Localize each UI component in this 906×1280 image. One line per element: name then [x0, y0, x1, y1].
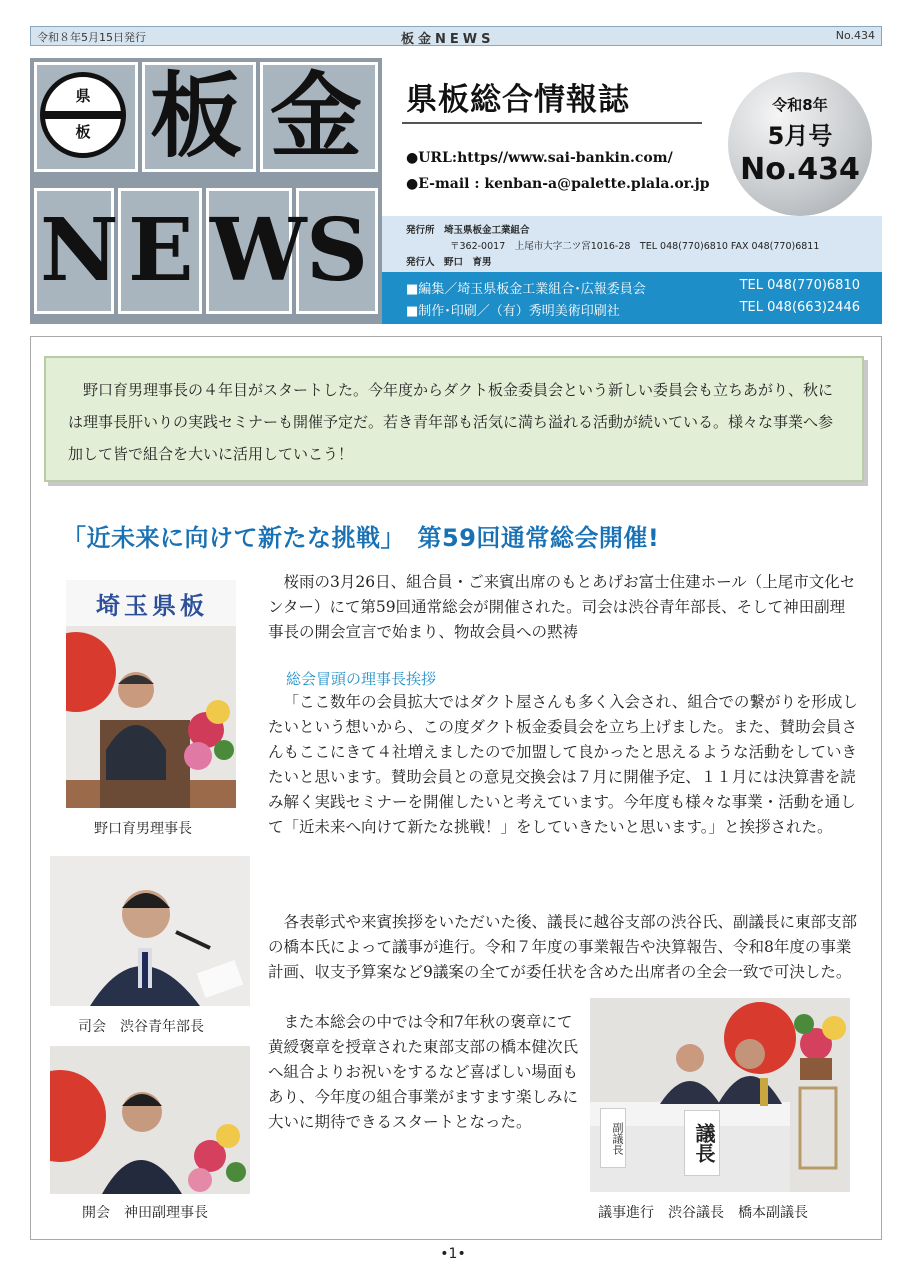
title-letter-e: E [128, 200, 194, 301]
article-para-4 [268, 1010, 578, 1135]
proceedings-photo-image [590, 998, 850, 1192]
top-strip [30, 26, 882, 46]
title-letter-s: S [306, 200, 369, 301]
title-letter-n: N [40, 200, 119, 301]
logo-panel [30, 58, 382, 324]
masthead [30, 58, 882, 324]
intro-box [44, 356, 864, 482]
vice-chair-card: 副議長 [600, 1108, 626, 1168]
subtitle-rule [402, 122, 702, 124]
caption-vice-chairman: 開会 神田副理事長 [82, 1205, 208, 1221]
badge-era: 令和8年 [772, 96, 828, 114]
badge-month: 5月号 [767, 122, 833, 150]
publisher-person: 発行人 野口 育男 [406, 257, 492, 268]
strip-issue-number: No.434 [835, 29, 875, 42]
article-para-2 [268, 690, 860, 840]
photo-vice-chairman [50, 1046, 250, 1194]
strip-title: 板金NEWS [401, 32, 495, 47]
credits-block [382, 272, 882, 324]
article-subheading: 総会冒頭の理事長挨拶 [286, 670, 437, 688]
emblem-top-char: 県 [75, 87, 91, 105]
issue-date: 令和８年5月15日発行 [37, 31, 146, 44]
credit-edit: ■編集／埼玉県板金工業組合･広報委員会 [406, 282, 646, 297]
credit-edit-tel: TEL 048(770)6810 [739, 278, 860, 293]
photo-emcee [50, 856, 250, 1006]
photo-chairman [66, 580, 236, 808]
title-kanji-2: 金 [270, 62, 363, 170]
article-headline: 「近未来に向けて新たな挑戦」 第59回通常総会開催! [62, 524, 660, 552]
caption-emcee: 司会 渋谷青年部長 [78, 1019, 204, 1035]
website-url[interactable]: ●URL:https//www.sai-bankin.com/ [406, 150, 673, 166]
publisher-address: 〒362-0017 上尾市大字二ツ宮1016-28 TEL 048(770)6810 FAX 048(770)6811 [450, 241, 820, 252]
credit-print-tel: TEL 048(663)2446 [739, 300, 860, 315]
issue-badge [728, 72, 872, 216]
article-para-1 [268, 570, 860, 645]
chair-card: 議長 [684, 1110, 720, 1176]
article-text: 「ここ数年の会員拡大ではダクト屋さんも多く入会され、組合での繋がりを形成したいという想いから、この度ダクト板金委員会を立ち上げました。また、賛助会員さんもここにきて４社増えましたので加盟して良かったと思えるような活動をしていきたいと思います。賛助会員との意見交換会は７月に開催予定、１１月には決算書を読み解く実践セミナーを開催したいと考えています。今年度も様々な事業・活動を通して「近未来へ向けて新たな挑戦！」をしていきたいと思います。」と挨拶された。 [268, 693, 858, 836]
page-number: •1• [440, 1246, 466, 1262]
union-emblem [40, 72, 126, 158]
article-text: また本総会の中では令和7年秋の褒章にて黄綬褒章を授章された東部支部の橋本健次氏へ組合よりお祝いをするなど喜ばしい場面もあり、今年度の組合事業がますます楽しみに大いに期待できるスタートとなった。 [268, 1013, 579, 1131]
badge-number: No.434 [740, 152, 860, 187]
hall-sign: 埼玉県板 [96, 592, 208, 620]
email-address[interactable]: ●E-mail : kenban-a@palette.plala.or.jp [406, 176, 710, 192]
title-letter-w: W [210, 200, 307, 301]
article-text: 桜雨の3月26日、組合員・ご来賓出席のもとあげお富士住建ホール（上尾市文化センター）にて第59回通常総会が開催された。司会は渋谷青年部長、そして神田副理事長の開会宣言で始まり、物故会員への黙祷 [268, 573, 856, 641]
intro-text: 野口育男理事長の４年目がスタートした。今年度からダクト板金委員会という新しい委員会も立ちあがり、秋には理事長肝いりの実践セミナーも開催予定だ。若き青年部も活気に満ち溢れる活動が続いている。様々な事業へ参加して皆で組合を大いに活用していこう！ [68, 381, 834, 463]
photo-proceedings [590, 998, 850, 1192]
emcee-photo-image [50, 856, 250, 1006]
magazine-subtitle: 県板総合情報誌 [406, 82, 630, 118]
article-para-3 [268, 910, 860, 985]
publisher-block [382, 216, 882, 272]
credit-print: ■制作･印刷／（有）秀明美術印刷社 [406, 304, 620, 319]
emblem-bottom-char: 板 [75, 123, 91, 141]
article-text: 各表彰式や来賓挨拶をいただいた後、議長に越谷支部の渋谷氏、副議長に東部支部の橋本氏によって議事が進行。令和７年度の事業報告や決算報告、令和8年度の事業計画、収支予算案など9議案の全てが委任状を含めた出席者の全会一致で可決した。 [268, 913, 858, 981]
publisher-office: 発行所 埼玉県板金工業組合 [406, 225, 530, 236]
vice-chairman-photo-image [50, 1046, 250, 1194]
caption-proceedings: 議事進行 渋谷議長 橋本副議長 [598, 1205, 808, 1221]
title-kanji-1: 板 [150, 62, 243, 170]
caption-chairman: 野口育男理事長 [94, 821, 192, 837]
masthead-info [382, 58, 882, 324]
